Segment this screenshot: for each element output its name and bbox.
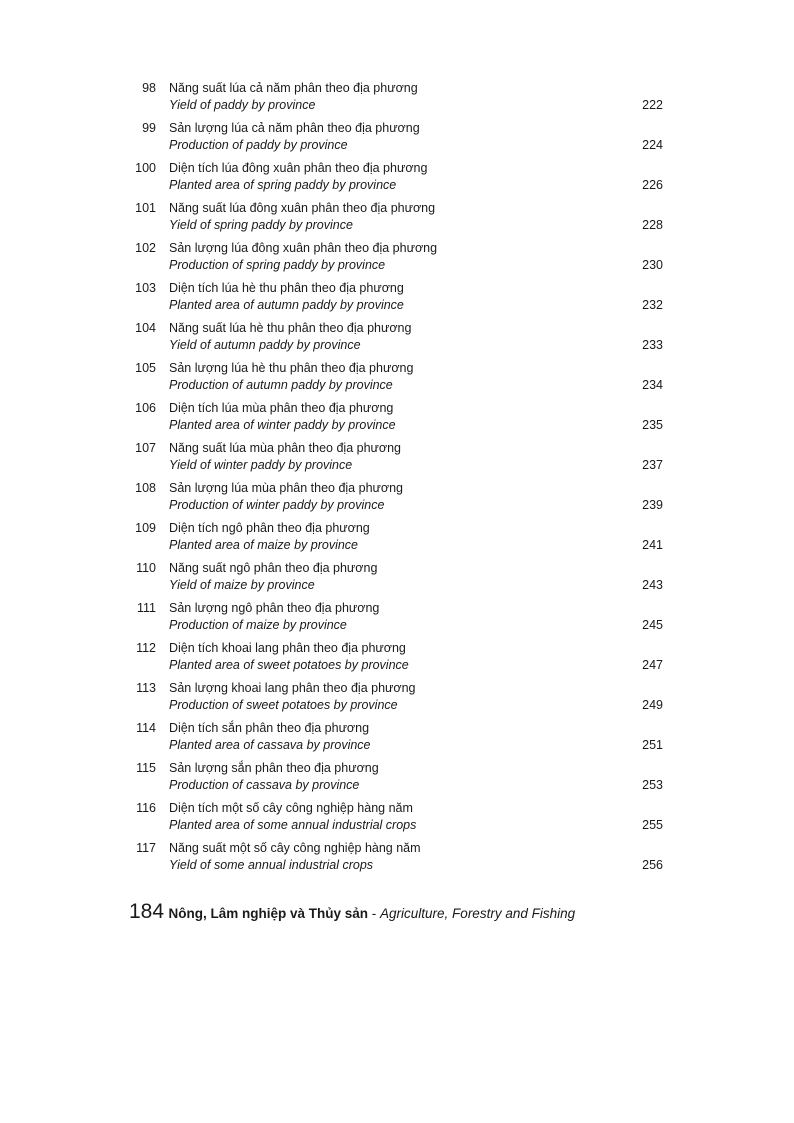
toc-entry-number: 115 bbox=[136, 761, 156, 775]
toc-entry-title-vietnamese: Năng suất lúa hè thu phân theo địa phương bbox=[169, 321, 412, 335]
toc-entry[interactable] bbox=[0, 360, 794, 400]
toc-entry[interactable] bbox=[0, 800, 794, 840]
toc-entry-number: 114 bbox=[136, 721, 156, 735]
toc-entry-title-vietnamese: Sản lượng sắn phân theo địa phương bbox=[169, 761, 379, 775]
toc-entry-title-english: Planted area of winter paddy by province bbox=[169, 418, 396, 432]
toc-entry[interactable] bbox=[0, 840, 794, 880]
toc-entry-title-english: Production of paddy by province bbox=[169, 138, 348, 152]
toc-entry-number: 106 bbox=[135, 401, 156, 415]
toc-entry-page-number: 235 bbox=[642, 418, 663, 432]
toc-entry-title-english: Planted area of sweet potatoes by province bbox=[169, 658, 409, 672]
toc-entry-number: 110 bbox=[136, 561, 156, 575]
toc-entry-number: 117 bbox=[136, 841, 156, 855]
toc-entry-page-number: 233 bbox=[642, 338, 663, 352]
toc-entry[interactable] bbox=[0, 560, 794, 600]
toc-entry[interactable] bbox=[0, 640, 794, 680]
toc-entry-title-english: Planted area of some annual industrial crops bbox=[169, 818, 417, 832]
toc-entry-title-english: Planted area of spring paddy by province bbox=[169, 178, 397, 192]
toc-entry-number: 101 bbox=[135, 201, 156, 215]
toc-entry-page-number: 232 bbox=[642, 298, 663, 312]
toc-entry-title-vietnamese: Sản lượng lúa cả năm phân theo địa phương bbox=[169, 121, 420, 135]
toc-entry-page-number: 256 bbox=[642, 858, 663, 872]
toc-entry-title-vietnamese: Sản lượng khoai lang phân theo địa phương bbox=[169, 681, 416, 695]
toc-entry-title-vietnamese: Sản lượng ngô phân theo địa phương bbox=[169, 601, 380, 615]
toc-entry-title-vietnamese: Năng suất ngô phân theo địa phương bbox=[169, 561, 378, 575]
toc-entry-title-english: Planted area of autumn paddy by province bbox=[169, 298, 404, 312]
toc-entry[interactable] bbox=[0, 120, 794, 160]
toc-entry-number: 107 bbox=[135, 441, 156, 455]
toc-entry-page-number: 237 bbox=[642, 458, 663, 472]
toc-entry-number: 104 bbox=[135, 321, 156, 335]
toc-entry-title-vietnamese: Năng suất lúa cả năm phân theo địa phương bbox=[169, 81, 418, 95]
toc-entry-page-number: 249 bbox=[642, 698, 663, 712]
toc-entry-number: 102 bbox=[135, 241, 156, 255]
toc-entry-page-number: 243 bbox=[642, 578, 663, 592]
toc-entry[interactable] bbox=[0, 480, 794, 520]
toc-entry[interactable] bbox=[0, 200, 794, 240]
toc-entry-title-vietnamese: Diện tích lúa đông xuân phân theo địa phương bbox=[169, 161, 428, 175]
toc-entry-number: 99 bbox=[142, 121, 156, 135]
toc-entry-title-vietnamese: Sản lượng lúa hè thu phân theo địa phương bbox=[169, 361, 414, 375]
toc-entry-title-english: Production of autumn paddy by province bbox=[169, 378, 393, 392]
toc-entry-title-english: Yield of some annual industrial crops bbox=[169, 858, 374, 872]
toc-entry[interactable] bbox=[0, 680, 794, 720]
toc-entry-title-english: Yield of maize by province bbox=[169, 578, 315, 592]
toc-entry-number: 112 bbox=[136, 641, 156, 655]
toc-entry-page-number: 239 bbox=[642, 498, 663, 512]
toc-entry-title-vietnamese: Diện tích sắn phân theo địa phương bbox=[169, 721, 370, 735]
toc-entry-page-number: 253 bbox=[642, 778, 663, 792]
toc-entry-page-number: 222 bbox=[642, 98, 663, 112]
toc-entry-title-english: Yield of spring paddy by province bbox=[169, 218, 353, 232]
toc-entry-number: 100 bbox=[135, 161, 156, 175]
footer-page-number: 184 bbox=[129, 900, 165, 923]
footer-separator: - bbox=[368, 906, 381, 921]
toc-entry[interactable] bbox=[0, 80, 794, 120]
toc-entry[interactable] bbox=[0, 720, 794, 760]
toc-entry-title-english: Yield of paddy by province bbox=[169, 98, 316, 112]
toc-entry-title-english: Planted area of maize by province bbox=[169, 538, 358, 552]
toc-entry-title-english: Yield of autumn paddy by province bbox=[169, 338, 361, 352]
toc-entry-page-number: 234 bbox=[642, 378, 663, 392]
footer-section-vietnamese: Nông, Lâm nghiệp và Thủy sản bbox=[168, 906, 369, 921]
toc-entry-title-vietnamese: Năng suất lúa mùa phân theo địa phương bbox=[169, 441, 402, 455]
toc-entry-page-number: 230 bbox=[642, 258, 663, 272]
toc-entry-title-english: Production of sweet potatoes by province bbox=[169, 698, 398, 712]
toc-entry-title-english: Planted area of cassava by province bbox=[169, 738, 371, 752]
toc-entry[interactable] bbox=[0, 160, 794, 200]
toc-entry-number: 108 bbox=[135, 481, 156, 495]
toc-entry-number: 109 bbox=[135, 521, 156, 535]
toc-entry-title-vietnamese: Diện tích ngô phân theo địa phương bbox=[169, 521, 370, 535]
toc-entry[interactable] bbox=[0, 240, 794, 280]
toc-entry[interactable] bbox=[0, 280, 794, 320]
toc-entry-number: 116 bbox=[136, 801, 156, 815]
toc-entry[interactable] bbox=[0, 760, 794, 800]
toc-entry-title-english: Yield of winter paddy by province bbox=[169, 458, 353, 472]
toc-entry-page-number: 245 bbox=[642, 618, 663, 632]
footer-section-english: Agriculture, Forestry and Fishing bbox=[380, 906, 576, 921]
toc-entry[interactable] bbox=[0, 320, 794, 360]
toc-entry-title-english: Production of winter paddy by province bbox=[169, 498, 385, 512]
toc-entry-title-vietnamese: Diện tích lúa mùa phân theo địa phương bbox=[169, 401, 394, 415]
toc-entry-title-vietnamese: Năng suất một số cây công nghiệp hàng năm bbox=[169, 841, 421, 855]
toc-entry[interactable] bbox=[0, 440, 794, 480]
toc-entry-page-number: 247 bbox=[642, 658, 663, 672]
toc-entry-number: 111 bbox=[136, 601, 156, 615]
toc-entry-title-vietnamese: Sản lượng lúa mùa phân theo địa phương bbox=[169, 481, 403, 495]
toc-entry-title-english: Production of maize by province bbox=[169, 618, 347, 632]
page-footer bbox=[129, 900, 575, 924]
toc-entry[interactable] bbox=[0, 600, 794, 640]
toc-entry-page-number: 255 bbox=[642, 818, 663, 832]
toc-entry-title-vietnamese: Năng suất lúa đông xuân phân theo địa phương bbox=[169, 201, 436, 215]
toc-entry-title-vietnamese: Sản lượng lúa đông xuân phân theo địa phương bbox=[169, 241, 438, 255]
toc-entry-page-number: 251 bbox=[642, 738, 663, 752]
toc-entry-page-number: 224 bbox=[642, 138, 663, 152]
toc-entry-number: 103 bbox=[135, 281, 156, 295]
toc-entry-title-vietnamese: Diện tích khoai lang phân theo địa phương bbox=[169, 641, 406, 655]
toc-entry[interactable] bbox=[0, 520, 794, 560]
table-of-contents bbox=[0, 80, 794, 880]
toc-entry-title-english: Production of spring paddy by province bbox=[169, 258, 386, 272]
toc-entry-page-number: 241 bbox=[642, 538, 663, 552]
toc-entry-title-vietnamese: Diện tích một số cây công nghiệp hàng năm bbox=[169, 801, 413, 815]
toc-entry-page-number: 228 bbox=[642, 218, 663, 232]
toc-entry-title-vietnamese: Diện tích lúa hè thu phân theo địa phương bbox=[169, 281, 404, 295]
toc-entry-title-english: Production of cassava by province bbox=[169, 778, 360, 792]
toc-entry-number: 105 bbox=[135, 361, 156, 375]
toc-entry[interactable] bbox=[0, 400, 794, 440]
toc-entry-page-number: 226 bbox=[642, 178, 663, 192]
toc-entry-number: 113 bbox=[136, 681, 156, 695]
toc-entry-number: 98 bbox=[142, 81, 156, 95]
